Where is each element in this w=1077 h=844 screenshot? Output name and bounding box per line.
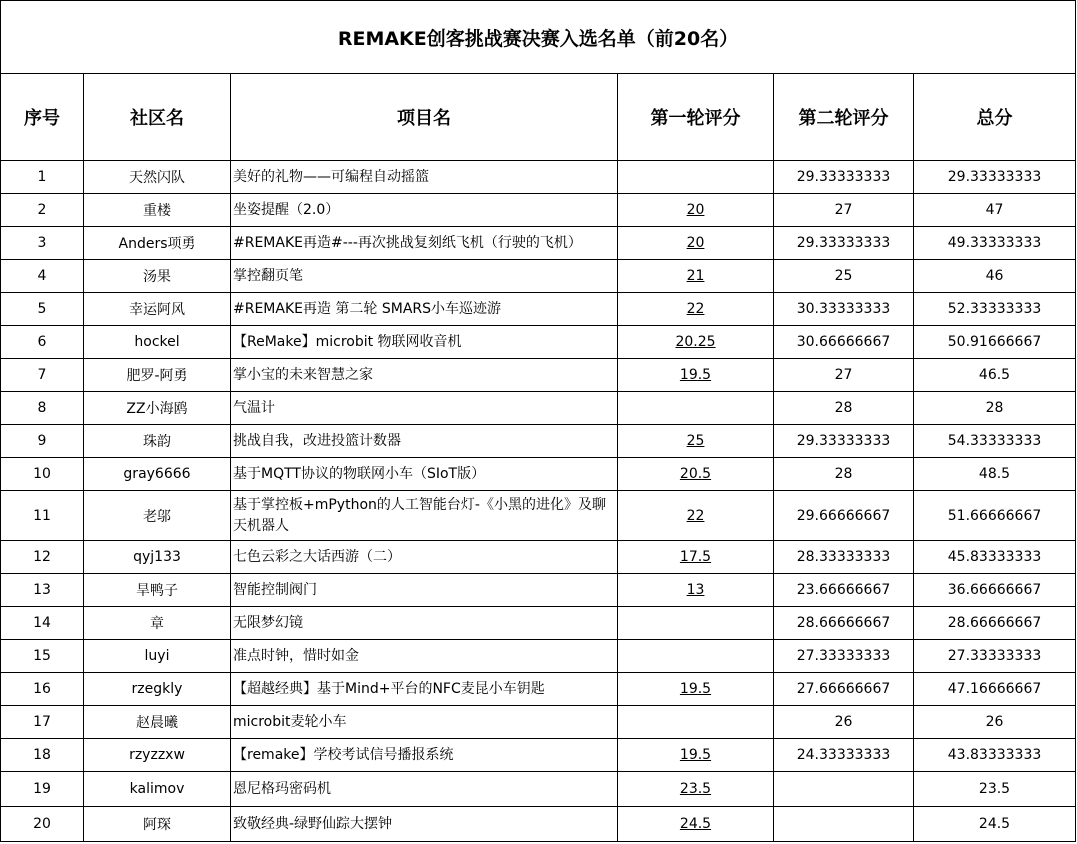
project-name-cell: 气温计	[231, 392, 618, 425]
round2-score-cell: 29.66666667	[774, 491, 914, 541]
round1-score-cell: 20.5	[618, 458, 774, 491]
table-row	[1, 425, 1076, 458]
round2-score-cell: 29.33333333	[774, 227, 914, 260]
header-total-score: 总分	[914, 74, 1076, 161]
project-name-cell: 美好的礼物——可编程自动摇篮	[231, 161, 618, 194]
total-score-cell: 47	[914, 194, 1076, 227]
total-score-cell: 54.33333333	[914, 425, 1076, 458]
row-number-cell: 20	[1, 807, 84, 842]
sheet-title: REMAKE创客挑战赛决赛入选名单（前20名）	[1, 1, 1076, 74]
project-name-cell: 【超越经典】基于Mind+平台的NFC麦昆小车钥匙	[231, 673, 618, 706]
total-score-cell: 28.66666667	[914, 607, 1076, 640]
row-number-cell: 11	[1, 491, 84, 541]
table-row	[1, 326, 1076, 359]
round1-score-cell: 20	[618, 194, 774, 227]
row-number-cell: 15	[1, 640, 84, 673]
project-name-cell: 恩尼格玛密码机	[231, 772, 618, 807]
community-name-cell: hockel	[84, 326, 231, 359]
table-row	[1, 491, 1076, 541]
project-name-cell: 准点时钟，惜时如金	[231, 640, 618, 673]
row-number-cell: 12	[1, 541, 84, 574]
total-score-cell: 51.66666667	[914, 491, 1076, 541]
round1-score-cell: 19.5	[618, 739, 774, 772]
community-name-cell: kalimov	[84, 772, 231, 807]
row-number-cell: 14	[1, 607, 84, 640]
round1-score-cell: 22	[618, 293, 774, 326]
round2-score-cell: 30.33333333	[774, 293, 914, 326]
total-score-cell: 45.83333333	[914, 541, 1076, 574]
table-row	[1, 673, 1076, 706]
community-name-cell: 珠韵	[84, 425, 231, 458]
community-name-cell: rzyzzxw	[84, 739, 231, 772]
total-score-cell: 52.33333333	[914, 293, 1076, 326]
round1-score-cell	[618, 640, 774, 673]
row-number-cell: 16	[1, 673, 84, 706]
round1-score-cell: 19.5	[618, 359, 774, 392]
project-name-cell: 智能控制阀门	[231, 574, 618, 607]
community-name-cell: Anders项勇	[84, 227, 231, 260]
row-number-cell: 4	[1, 260, 84, 293]
table-row	[1, 640, 1076, 673]
header-community: 社区名	[84, 74, 231, 161]
community-name-cell: 阿琛	[84, 807, 231, 842]
project-name-cell: 掌控翻页笔	[231, 260, 618, 293]
project-name-cell: 基于MQTT协议的物联网小车（SIoT版）	[231, 458, 618, 491]
project-name-cell: 挑战自我，改进投篮计数器	[231, 425, 618, 458]
community-name-cell: 旱鸭子	[84, 574, 231, 607]
community-name-cell: 幸运阿风	[84, 293, 231, 326]
round2-score-cell: 28.66666667	[774, 607, 914, 640]
round1-score-cell: 21	[618, 260, 774, 293]
community-name-cell: 肥罗-阿勇	[84, 359, 231, 392]
round1-score-cell	[618, 392, 774, 425]
round2-score-cell: 27	[774, 194, 914, 227]
total-score-cell: 29.33333333	[914, 161, 1076, 194]
community-name-cell: 天然闪队	[84, 161, 231, 194]
row-number-cell: 7	[1, 359, 84, 392]
table-row	[1, 260, 1076, 293]
table-row	[1, 541, 1076, 574]
community-name-cell: qyj133	[84, 541, 231, 574]
row-number-cell: 13	[1, 574, 84, 607]
table-row	[1, 227, 1076, 260]
round2-score-cell: 28.33333333	[774, 541, 914, 574]
community-name-cell: ZZ小海鸥	[84, 392, 231, 425]
round2-score-cell: 27.66666667	[774, 673, 914, 706]
table-row	[1, 739, 1076, 772]
total-score-cell: 46.5	[914, 359, 1076, 392]
row-number-cell: 1	[1, 161, 84, 194]
community-name-cell: luyi	[84, 640, 231, 673]
row-number-cell: 19	[1, 772, 84, 807]
row-number-cell: 17	[1, 706, 84, 739]
round2-score-cell	[774, 772, 914, 807]
row-number-cell: 6	[1, 326, 84, 359]
round1-score-cell	[618, 706, 774, 739]
project-name-cell: microbit麦轮小车	[231, 706, 618, 739]
row-number-cell: 3	[1, 227, 84, 260]
round1-score-cell: 17.5	[618, 541, 774, 574]
round2-score-cell: 25	[774, 260, 914, 293]
project-name-cell: 无限梦幻镜	[231, 607, 618, 640]
row-number-cell: 8	[1, 392, 84, 425]
table-row	[1, 607, 1076, 640]
total-score-cell: 26	[914, 706, 1076, 739]
row-number-cell: 5	[1, 293, 84, 326]
round2-score-cell: 26	[774, 706, 914, 739]
total-score-cell: 50.91666667	[914, 326, 1076, 359]
community-name-cell: 赵晨曦	[84, 706, 231, 739]
total-score-cell: 46	[914, 260, 1076, 293]
header-round2-score: 第二轮评分	[774, 74, 914, 161]
table-row	[1, 706, 1076, 739]
round1-score-cell: 19.5	[618, 673, 774, 706]
total-score-cell: 36.66666667	[914, 574, 1076, 607]
total-score-cell: 48.5	[914, 458, 1076, 491]
project-name-cell: 坐姿提醒（2.0）	[231, 194, 618, 227]
table-row	[1, 392, 1076, 425]
total-score-cell: 23.5	[914, 772, 1076, 807]
total-score-cell: 27.33333333	[914, 640, 1076, 673]
table-row	[1, 161, 1076, 194]
table-row	[1, 458, 1076, 491]
total-score-cell: 28	[914, 392, 1076, 425]
round1-score-cell: 22	[618, 491, 774, 541]
round2-score-cell: 28	[774, 392, 914, 425]
total-score-cell: 47.16666667	[914, 673, 1076, 706]
round2-score-cell: 29.33333333	[774, 425, 914, 458]
project-name-cell: #REMAKE再造 第二轮 SMARS小车巡迹游	[231, 293, 618, 326]
table-row	[1, 194, 1076, 227]
round1-score-cell: 24.5	[618, 807, 774, 842]
round2-score-cell: 30.66666667	[774, 326, 914, 359]
row-number-cell: 9	[1, 425, 84, 458]
total-score-cell: 24.5	[914, 807, 1076, 842]
project-name-cell: 掌小宝的未来智慧之家	[231, 359, 618, 392]
table-row	[1, 293, 1076, 326]
project-name-cell: #REMAKE再造#---再次挑战复刻纸飞机（行驶的飞机）	[231, 227, 618, 260]
row-number-cell: 18	[1, 739, 84, 772]
round2-score-cell: 29.33333333	[774, 161, 914, 194]
project-name-cell: 基于掌控板+mPython的人工智能台灯-《小黑的进化》及聊天机器人	[231, 491, 618, 541]
round1-score-cell: 13	[618, 574, 774, 607]
header-round1-score: 第一轮评分	[618, 74, 774, 161]
header-project: 项目名	[231, 74, 618, 161]
community-name-cell: gray6666	[84, 458, 231, 491]
row-number-cell: 10	[1, 458, 84, 491]
project-name-cell: 【ReMake】microbit 物联网收音机	[231, 326, 618, 359]
project-name-cell: 七色云彩之大话西游（二）	[231, 541, 618, 574]
table-row	[1, 772, 1076, 807]
row-number-cell: 2	[1, 194, 84, 227]
total-score-cell: 43.83333333	[914, 739, 1076, 772]
community-name-cell: 重楼	[84, 194, 231, 227]
project-name-cell: 【remake】学校考试信号播报系统	[231, 739, 618, 772]
header-number: 序号	[1, 74, 84, 161]
round1-score-cell: 23.5	[618, 772, 774, 807]
round1-score-cell: 20	[618, 227, 774, 260]
community-name-cell: 汤果	[84, 260, 231, 293]
round2-score-cell: 24.33333333	[774, 739, 914, 772]
total-score-cell: 49.33333333	[914, 227, 1076, 260]
community-name-cell: 老邬	[84, 491, 231, 541]
table-row	[1, 574, 1076, 607]
table-row	[1, 359, 1076, 392]
community-name-cell: rzegkly	[84, 673, 231, 706]
round2-score-cell: 28	[774, 458, 914, 491]
round1-score-cell	[618, 161, 774, 194]
project-name-cell: 致敬经典-绿野仙踪大摆钟	[231, 807, 618, 842]
round1-score-cell: 20.25	[618, 326, 774, 359]
round1-score-cell: 25	[618, 425, 774, 458]
round2-score-cell: 27	[774, 359, 914, 392]
round2-score-cell: 23.66666667	[774, 574, 914, 607]
table-row	[1, 807, 1076, 842]
round1-score-cell	[618, 607, 774, 640]
round2-score-cell	[774, 807, 914, 842]
community-name-cell: 章	[84, 607, 231, 640]
round2-score-cell: 27.33333333	[774, 640, 914, 673]
